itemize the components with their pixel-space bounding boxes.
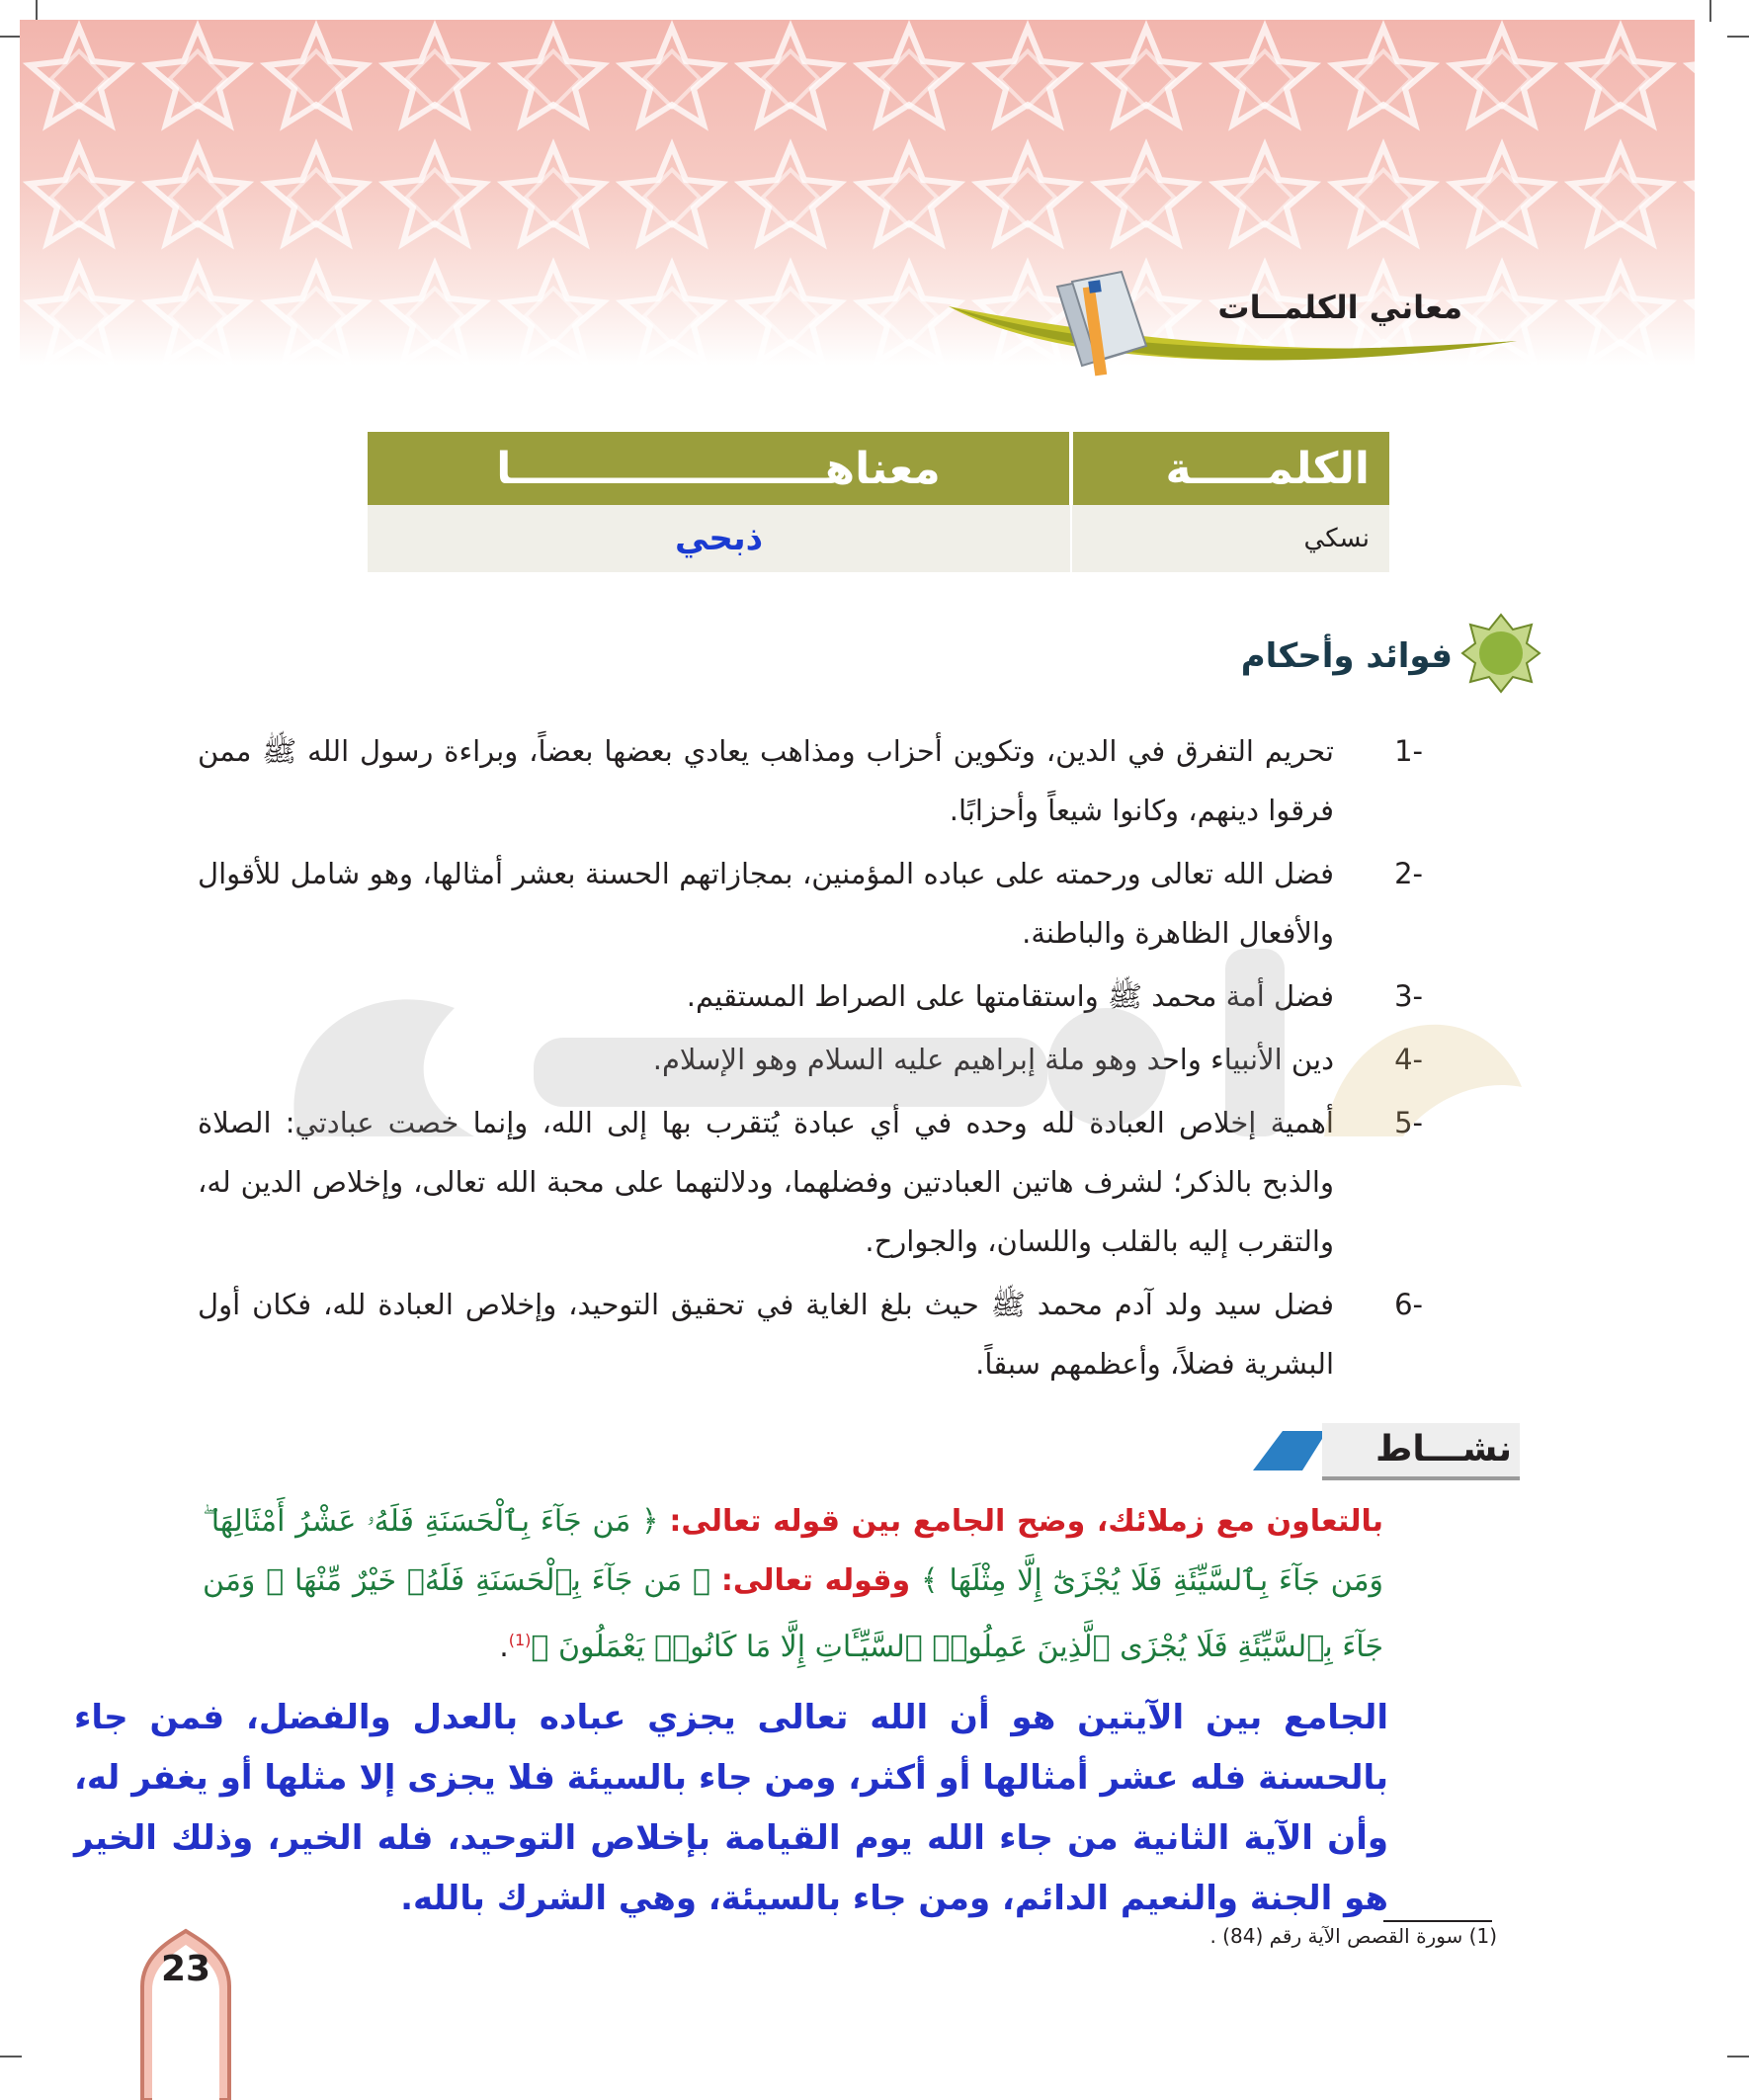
sentence-end: . [499,1630,509,1664]
quran-verse-2: ﴿ مَن جَآءَ بِٱلْحَسَنَةِ فَلَهُۥ خَيْرٌ مِّنْهَا ۖ وَمَن جَآءَ بِٱلسَّيِّئَةِ فَلَا يُجْزَى ٱلَّذِينَ عَمِلُوا۟ ٱلسَّيِّـَٔاتِ إِلَّا مَا كَانُوا۟ يَعْمَلُونَ ﴾ [203,1563,1383,1664]
crop-mark [0,2056,22,2058]
footnote-ref: (1) [508,1631,532,1649]
list-item [198,1275,1423,1393]
benefits-title: فوائد وأحكام [1240,636,1453,676]
item-text: فضل سيد ولد آدم محمد ﷺ حيث بلغ الغاية في تحقيق التوحيد، وإخلاص العبادة لله، فكان أول البشرية فضلاً، وأعظمهم سبقاً. [198,1288,1334,1381]
papers-pen-icon [1038,267,1156,385]
list-item [198,1093,1423,1271]
item-number: 1- [1394,734,1423,768]
benefits-list [198,721,1423,1397]
list-item [198,1030,1423,1089]
footnote-divider [1383,1920,1492,1922]
crop-mark [0,36,22,38]
crop-mark [1727,36,1749,38]
activity-answer: الجامع بين الآيتين هو أن الله تعالى يجزي عباده بالعدل والفضل، فمن جاء بالحسنة فله عشر أمثالها أو أكثر، ومن جاء بالسيئة فلا يجزى إلا مثلها أو يغفر له، وأن الآية الثانية من جاء الله يوم القيامة بإخلاص التوحيد، فله الخير، وذلك الخير هو الجنة والنعيم الدائم، ومن جاء بالسيئة، وهي الشرك بالله. [74,1698,1388,1918]
item-number: 6- [1394,1288,1423,1321]
activity-connector: وقوله تعالى: [720,1563,911,1598]
list-item [198,844,1423,963]
crop-mark [1709,0,1711,22]
word-column-header: الكلمـــــة [1071,432,1389,505]
item-number: 2- [1394,857,1423,890]
list-item [198,721,1423,840]
crop-mark [1727,2056,1749,2058]
word-cell: نسكي [1071,505,1389,572]
crop-mark [36,0,38,22]
page-number: 23 [160,1949,211,1989]
meaning-column-header: معناهـــــــــــــــــــــا [368,432,1071,505]
table-row [368,505,1389,572]
item-text: فضل الله تعالى ورحمته على عباده المؤمنين، بمجازاتهم الحسنة بعشر أمثالها، وهو شامل للأقوال والأفعال الظاهرة والباطنة. [198,857,1334,950]
quran-verse-1: ﴿ مَن جَآءَ بِٱلْحَسَنَةِ فَلَهُۥ عَشْرُ أَمْثَالِهَا ۖ وَمَن جَآءَ بِٱلسَّيِّئَةِ فَلَا يُجْزَىٰٓ إِلَّا مِثْلَهَا ﴾ [203,1504,1384,1598]
activity-title: نشـــاط [1375,1429,1512,1470]
item-number: 5- [1394,1106,1423,1139]
item-number: 4- [1394,1043,1423,1076]
item-text: أهمية إخلاص العبادة لله وحده في أي عبادة يُتقرب بها إلى الله، وإنما خصت عبادتي: الصلاة والذبح بالذكر؛ لشرف هاتين العبادتين وفضلهما، ودلالتهما على محبة الله تعالى، وإخلاص الدين له، والتقرب إليه بالقلب واللسان، والجوارح. [198,1106,1334,1258]
footnote: (1) سورة القصص الآية رقم (84) . [1209,1924,1497,1948]
list-item [198,966,1423,1026]
item-text: دين الأنبياء واحد وهو ملة إبراهيم عليه السلام وهو الإسلام. [652,1043,1334,1076]
activity-prompt [203,1492,1383,1677]
vocabulary-table [368,432,1389,572]
activity-question: بالتعاون مع زملائك، وضح الجامع بين قوله تعالى: [669,1504,1383,1539]
item-text: فضل أمة محمد ﷺ واستقامتها على الصراط المستقيم. [686,979,1334,1013]
item-text: تحريم التفرق في الدين، وتكوين أحزاب ومذاهب يعادي بعضها بعضاً، وبراءة رسول الله ﷺ ممن فرقوا دينهم، وكانوا شيعاً وأحزابًا. [198,734,1334,827]
meaning-cell: ذبحي [368,505,1071,572]
meanings-title: معاني الكلمــات [1217,289,1462,326]
item-number: 3- [1394,979,1423,1013]
octagram-badge-icon [1460,613,1541,694]
